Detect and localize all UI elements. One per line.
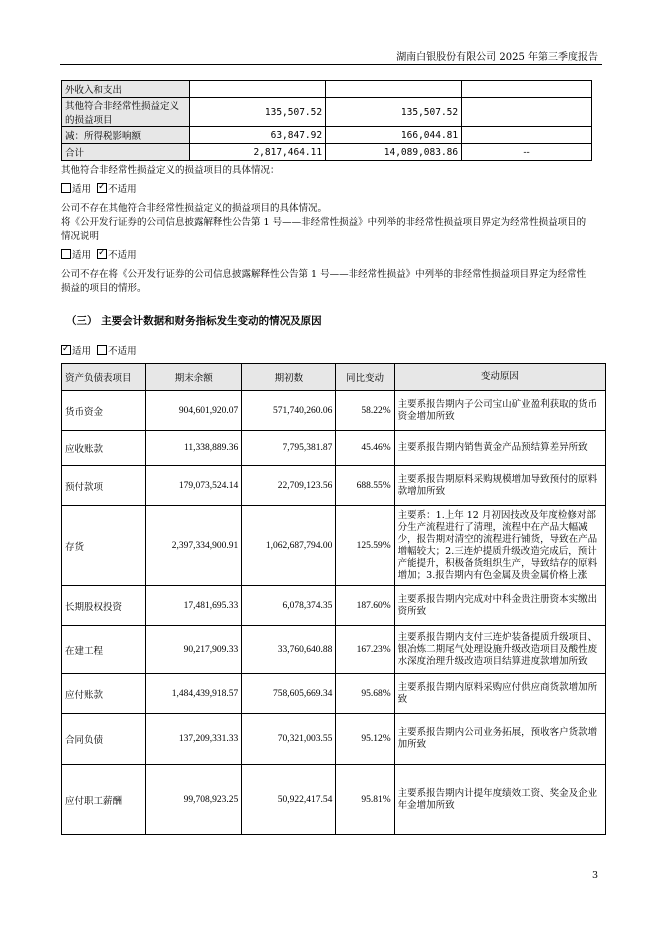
item-cell: 预付款项 [62,466,146,506]
ytd-value: 166,044.81 [326,127,462,144]
beginning-balance-cell: 33,760,640.88 [242,626,336,674]
ytd-value: 135,507.52 [326,98,462,127]
ending-balance-cell: 179,073,524.14 [146,466,242,506]
applicability-row-2 [61,249,601,263]
table-row [62,586,606,626]
change-percent-cell: 187.60% [336,586,394,626]
table-row [62,626,606,674]
row-label: 合计 [62,144,190,161]
note-cell [462,127,592,144]
reason-cell: 主要系报告期内子公司宝山矿业盈利获取的货币资金增加所致 [394,391,605,431]
table-header-row [62,364,606,391]
ending-balance-cell: 137,209,331.33 [146,714,242,765]
checkbox-applicable [61,183,71,193]
note-cell [462,81,592,98]
row-label: 其他符合非经常性损益定义的损益项目 [62,98,190,127]
table-row [62,391,606,431]
beginning-balance-cell: 50,922,417.54 [242,765,336,835]
change-percent-cell: 95.12% [336,714,394,765]
column-header: 期末余额 [146,364,242,391]
current-period-value: 135,507.52 [190,98,326,127]
current-period-value [190,81,326,98]
applicable-label: 适用 [72,346,92,357]
reason-cell: 主要系报告期内公司业务拓展，预收客户货款增加所致 [394,714,605,765]
checkbox-applicable [61,249,71,259]
ending-balance-cell: 904,601,920.07 [146,391,242,431]
item-cell: 在建工程 [62,626,146,674]
note-cell [462,98,592,127]
non-recurring-table [61,80,592,161]
applicable-label: 适用 [72,250,92,261]
beginning-balance-cell: 1,062,687,794.00 [242,506,336,586]
row-label: 减：所得税影响额 [62,127,190,144]
checkbox-not-applicable-checked [97,249,107,259]
header-divider [60,64,602,65]
item-cell: 应付账款 [62,674,146,714]
paragraph-no-other-items: 公司不存在其他符合非经常性损益定义的损益项目的具体情况。 [61,203,328,214]
current-period-value: 2,817,464.11 [190,144,326,161]
note-cell: -- [462,144,592,161]
paragraph-reclassification-note: 将《公开发行证券的公司信息披露解释性公告第 1 号——非经常性损益》中列举的非经常性损益项目界定为经常性损益项目的情况说明 [61,217,587,242]
reason-cell: 主要系报告期内计提年度绩效工资、奖金及企业年金增加所致 [394,765,605,835]
applicability-row-3 [61,345,601,359]
item-cell: 货币资金 [62,391,146,431]
reason-cell: 主要系报告期内原料采购应付供应商货款增加所致 [394,674,605,714]
change-percent-cell: 688.55% [336,466,394,506]
change-percent-cell: 45.46% [336,431,394,466]
item-cell: 应付职工薪酬 [62,765,146,835]
change-percent-cell: 95.68% [336,674,394,714]
reason-cell: 主要系报告期内完成对中科金贵注册资本实缴出资所致 [394,586,605,626]
checkbox-applicable-checked [61,345,71,355]
item-cell: 应收账款 [62,431,146,466]
change-percent-cell: 167.23% [336,626,394,674]
item-cell: 长期股权投资 [62,586,146,626]
ending-balance-cell: 17,481,695.33 [146,586,242,626]
beginning-balance-cell: 22,709,123.56 [242,466,336,506]
current-period-value: 63,847.92 [190,127,326,144]
column-header: 同比变动 [336,364,394,391]
row-label: 外收入和支出 [62,81,190,98]
reason-cell: 主要系报告期内销售黄金产品预结算差异所致 [394,431,605,466]
beginning-balance-cell: 70,321,003.55 [242,714,336,765]
item-cell: 存货 [62,506,146,586]
paragraph-no-reclassification: 公司不存在将《公开发行证券的公司信息披露解释性公告第 1 号——非经常性损益》中列举的非经常性损益项目界定为经常性损益的项目的情形。 [61,269,587,294]
reason-cell: 主要系报告期原料采购规模增加导致预付的原料款增加所致 [394,466,605,506]
checkbox-not-applicable [97,345,107,355]
not-applicable-label: 不适用 [108,250,137,261]
change-percent-cell: 95.81% [336,765,394,835]
column-header: 变动原因 [394,364,605,391]
column-header: 资产负债表项目 [62,364,146,391]
checkbox-not-applicable-checked [97,183,107,193]
applicability-row-1 [61,183,601,197]
ending-balance-cell: 1,484,439,918.57 [146,674,242,714]
applicable-label: 适用 [72,184,92,195]
table-row [62,144,592,161]
page-number: 3 [591,870,598,881]
table-row [62,674,606,714]
section-heading: （三） 主要会计数据和财务指标发生变动的情况及原因 [66,315,322,327]
ending-balance-cell: 11,338,889.36 [146,431,242,466]
change-percent-cell: 58.22% [336,391,394,431]
ending-balance-cell: 2,397,334,900.91 [146,506,242,586]
beginning-balance-cell: 758,605,669.34 [242,674,336,714]
ytd-value [326,81,462,98]
ending-balance-cell: 90,217,909.33 [146,626,242,674]
reason-cell: 主要系报告期内支付三连炉装备提质升级项目、银冶炼二期尾气处理设施升级改造项目及酸性废水深度治理升级改造项目结算进度款增加所致 [394,626,605,674]
column-header: 期初数 [242,364,336,391]
table-row [62,81,592,98]
paragraph-other-items: 其他符合非经常性损益定义的损益项目的具体情况： [61,165,280,176]
table-row [62,714,606,765]
table-row [62,506,606,586]
balance-sheet-changes-table [61,363,606,835]
table-row [62,466,606,506]
table-row [62,98,592,127]
table-row [62,765,606,835]
ytd-value: 14,089,083.86 [326,144,462,161]
beginning-balance-cell: 571,740,260.06 [242,391,336,431]
item-cell: 合同负债 [62,714,146,765]
beginning-balance-cell: 7,795,381.87 [242,431,336,466]
not-applicable-label: 不适用 [108,346,137,357]
reason-cell: 主要系：1.上年 12 月初因技改及年度检修对部分生产流程进行了清理，流程中在产品大幅减少，报告期对清空的流程进行铺货，导致在产品增幅较大；2.三连炉提质升级改造完成后，预计产能提升，积极备货组织生产，导致结存的原料增加；3.报告期内有色金属及贵金属价格上涨 [394,506,605,586]
ending-balance-cell: 99,708,923.25 [146,765,242,835]
page-header-title: 湖南白银股份有限公司 2025 年第三季度报告 [396,52,598,63]
table-row [62,127,592,144]
change-percent-cell: 125.59% [336,506,394,586]
beginning-balance-cell: 6,078,374.35 [242,586,336,626]
table-row [62,431,606,466]
not-applicable-label: 不适用 [108,184,137,195]
